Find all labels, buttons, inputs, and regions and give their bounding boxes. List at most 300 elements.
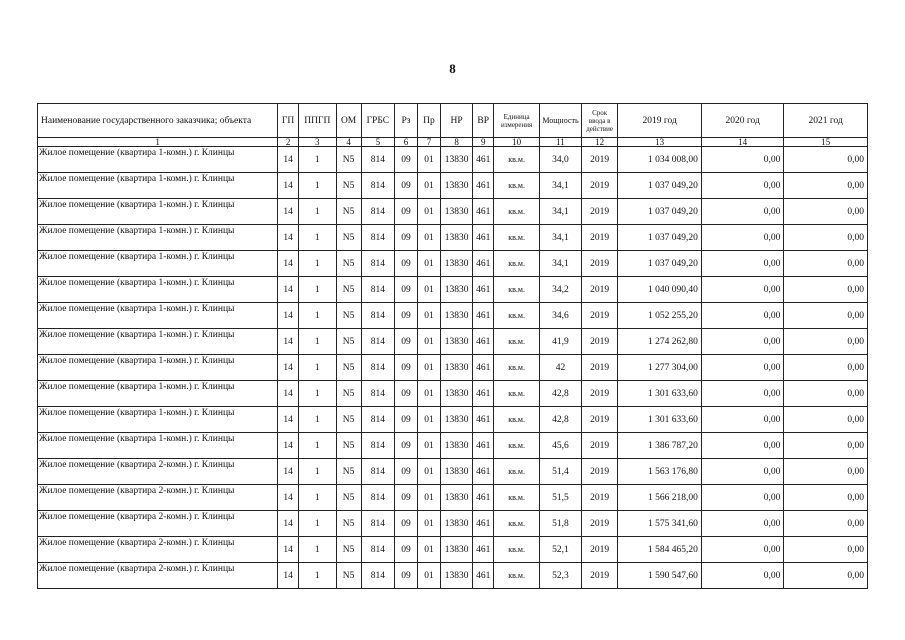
amount-2021-cell: 0,00 — [784, 537, 868, 563]
unit-cell: кв.м. — [494, 355, 540, 381]
nr-cell: 13830 — [440, 485, 472, 511]
object-name-cell: Жилое помещение (квартира 1-комн.) г. Клинцы — [38, 303, 278, 329]
column-number: 4 — [336, 138, 361, 147]
unit-cell: кв.м. — [494, 485, 540, 511]
gp-cell: 14 — [278, 381, 299, 407]
rz-cell: 09 — [395, 511, 418, 537]
grbs-cell: 814 — [361, 459, 394, 485]
pr-cell: 01 — [417, 147, 440, 173]
object-name-cell: Жилое помещение (квартира 2-комн.) г. Клинцы — [38, 563, 278, 589]
capacity-cell: 34,6 — [540, 303, 582, 329]
amount-2019-cell: 1 274 262,80 — [618, 329, 702, 355]
amount-2021-cell: 0,00 — [784, 225, 868, 251]
pr-cell: 01 — [417, 563, 440, 589]
header-term: Срок ввода в действие — [581, 104, 618, 138]
object-name-cell: Жилое помещение (квартира 2-комн.) г. Клинцы — [38, 537, 278, 563]
column-number: 1 — [38, 138, 278, 147]
term-cell: 2019 — [581, 407, 618, 433]
amount-2020-cell: 0,00 — [701, 459, 783, 485]
column-number: 9 — [473, 138, 494, 147]
amount-2021-cell: 0,00 — [784, 251, 868, 277]
grbs-cell: 814 — [361, 511, 394, 537]
vr-cell: 461 — [473, 355, 494, 381]
header-2019: 2019 год — [618, 104, 702, 138]
unit-cell: кв.м. — [494, 407, 540, 433]
pr-cell: 01 — [417, 381, 440, 407]
nr-cell: 13830 — [440, 147, 472, 173]
pr-cell: 01 — [417, 225, 440, 251]
gp-cell: 14 — [278, 225, 299, 251]
amount-2020-cell: 0,00 — [701, 173, 783, 199]
column-number: 8 — [440, 138, 472, 147]
rz-cell: 09 — [395, 537, 418, 563]
gp-cell: 14 — [278, 407, 299, 433]
amount-2020-cell: 0,00 — [701, 433, 783, 459]
unit-cell: кв.м. — [494, 563, 540, 589]
table-body — [38, 138, 868, 589]
grbs-cell: 814 — [361, 277, 394, 303]
ppgp-cell: 1 — [299, 251, 337, 277]
pr-cell: 01 — [417, 199, 440, 225]
header-2020: 2020 год — [701, 104, 783, 138]
capacity-cell: 41,9 — [540, 329, 582, 355]
unit-cell: кв.м. — [494, 537, 540, 563]
term-cell: 2019 — [581, 459, 618, 485]
capacity-cell: 45,6 — [540, 433, 582, 459]
header-unit: Единица измерения — [494, 104, 540, 138]
ppgp-cell: 1 — [299, 459, 337, 485]
grbs-cell: 814 — [361, 251, 394, 277]
rz-cell: 09 — [395, 433, 418, 459]
vr-cell: 461 — [473, 303, 494, 329]
term-cell: 2019 — [581, 225, 618, 251]
capacity-cell: 34,2 — [540, 277, 582, 303]
ppgp-cell: 1 — [299, 407, 337, 433]
table-row — [38, 199, 868, 225]
om-cell: N5 — [336, 173, 361, 199]
grbs-cell: 814 — [361, 563, 394, 589]
vr-cell: 461 — [473, 381, 494, 407]
column-number: 2 — [278, 138, 299, 147]
amount-2020-cell: 0,00 — [701, 511, 783, 537]
rz-cell: 09 — [395, 355, 418, 381]
page-number: 8 — [449, 61, 456, 76]
gp-cell: 14 — [278, 433, 299, 459]
term-cell: 2019 — [581, 329, 618, 355]
rz-cell: 09 — [395, 277, 418, 303]
rz-cell: 09 — [395, 381, 418, 407]
ppgp-cell: 1 — [299, 225, 337, 251]
gp-cell: 14 — [278, 173, 299, 199]
om-cell: N5 — [336, 563, 361, 589]
term-cell: 2019 — [581, 381, 618, 407]
ppgp-cell: 1 — [299, 381, 337, 407]
ppgp-cell: 1 — [299, 511, 337, 537]
term-cell: 2019 — [581, 537, 618, 563]
table-row — [38, 251, 868, 277]
unit-cell: кв.м. — [494, 303, 540, 329]
object-name-cell: Жилое помещение (квартира 1-комн.) г. Клинцы — [38, 173, 278, 199]
amount-2019-cell: 1 034 008,00 — [618, 147, 702, 173]
om-cell: N5 — [336, 381, 361, 407]
term-cell: 2019 — [581, 433, 618, 459]
vr-cell: 461 — [473, 537, 494, 563]
pr-cell: 01 — [417, 459, 440, 485]
term-cell: 2019 — [581, 485, 618, 511]
amount-2021-cell: 0,00 — [784, 459, 868, 485]
unit-cell: кв.м. — [494, 225, 540, 251]
object-name-cell: Жилое помещение (квартира 1-комн.) г. Клинцы — [38, 329, 278, 355]
rz-cell: 09 — [395, 225, 418, 251]
om-cell: N5 — [336, 329, 361, 355]
amount-2021-cell: 0,00 — [784, 277, 868, 303]
table-row — [38, 459, 868, 485]
nr-cell: 13830 — [440, 199, 472, 225]
grbs-cell: 814 — [361, 485, 394, 511]
om-cell: N5 — [336, 407, 361, 433]
pr-cell: 01 — [417, 355, 440, 381]
gp-cell: 14 — [278, 563, 299, 589]
pr-cell: 01 — [417, 173, 440, 199]
amount-2020-cell: 0,00 — [701, 303, 783, 329]
amount-2021-cell: 0,00 — [784, 329, 868, 355]
column-number: 15 — [784, 138, 868, 147]
amount-2021-cell: 0,00 — [784, 303, 868, 329]
unit-cell: кв.м. — [494, 433, 540, 459]
om-cell: N5 — [336, 303, 361, 329]
header-rz: Рз — [395, 104, 418, 138]
table-row — [38, 485, 868, 511]
term-cell: 2019 — [581, 303, 618, 329]
table-row — [38, 329, 868, 355]
rz-cell: 09 — [395, 251, 418, 277]
table-row — [38, 433, 868, 459]
amount-2021-cell: 0,00 — [784, 147, 868, 173]
ppgp-cell: 1 — [299, 563, 337, 589]
term-cell: 2019 — [581, 511, 618, 537]
grbs-cell: 814 — [361, 199, 394, 225]
nr-cell: 13830 — [440, 251, 472, 277]
budget-table — [37, 103, 868, 589]
ppgp-cell: 1 — [299, 147, 337, 173]
amount-2021-cell: 0,00 — [784, 355, 868, 381]
om-cell: N5 — [336, 277, 361, 303]
capacity-cell: 51,4 — [540, 459, 582, 485]
header-ppgp: ППГП — [299, 104, 337, 138]
vr-cell: 461 — [473, 173, 494, 199]
capacity-cell: 42,8 — [540, 381, 582, 407]
ppgp-cell: 1 — [299, 329, 337, 355]
header-row — [38, 104, 868, 138]
object-name-cell: Жилое помещение (квартира 1-комн.) г. Клинцы — [38, 225, 278, 251]
amount-2019-cell: 1 584 465,20 — [618, 537, 702, 563]
gp-cell: 14 — [278, 329, 299, 355]
grbs-cell: 814 — [361, 147, 394, 173]
capacity-cell: 42,8 — [540, 407, 582, 433]
nr-cell: 13830 — [440, 173, 472, 199]
amount-2019-cell: 1 037 049,20 — [618, 225, 702, 251]
om-cell: N5 — [336, 251, 361, 277]
object-name-cell: Жилое помещение (квартира 1-комн.) г. Клинцы — [38, 251, 278, 277]
object-name-cell: Жилое помещение (квартира 1-комн.) г. Клинцы — [38, 433, 278, 459]
pr-cell: 01 — [417, 537, 440, 563]
pr-cell: 01 — [417, 303, 440, 329]
pr-cell: 01 — [417, 329, 440, 355]
nr-cell: 13830 — [440, 355, 472, 381]
vr-cell: 461 — [473, 147, 494, 173]
nr-cell: 13830 — [440, 381, 472, 407]
nr-cell: 13830 — [440, 537, 472, 563]
column-number: 5 — [361, 138, 394, 147]
unit-cell: кв.м. — [494, 277, 540, 303]
gp-cell: 14 — [278, 303, 299, 329]
amount-2019-cell: 1 052 255,20 — [618, 303, 702, 329]
amount-2021-cell: 0,00 — [784, 433, 868, 459]
grbs-cell: 814 — [361, 381, 394, 407]
amount-2020-cell: 0,00 — [701, 407, 783, 433]
ppgp-cell: 1 — [299, 485, 337, 511]
amount-2020-cell: 0,00 — [701, 147, 783, 173]
unit-cell: кв.м. — [494, 199, 540, 225]
rz-cell: 09 — [395, 407, 418, 433]
object-name-cell: Жилое помещение (квартира 2-комн.) г. Клинцы — [38, 459, 278, 485]
nr-cell: 13830 — [440, 329, 472, 355]
rz-cell: 09 — [395, 485, 418, 511]
unit-cell: кв.м. — [494, 147, 540, 173]
om-cell: N5 — [336, 511, 361, 537]
rz-cell: 09 — [395, 329, 418, 355]
pr-cell: 01 — [417, 277, 440, 303]
term-cell: 2019 — [581, 199, 618, 225]
grbs-cell: 814 — [361, 433, 394, 459]
column-number: 11 — [540, 138, 582, 147]
header-pr: Пр — [417, 104, 440, 138]
capacity-cell: 34,1 — [540, 251, 582, 277]
nr-cell: 13830 — [440, 511, 472, 537]
amount-2019-cell: 1 301 633,60 — [618, 407, 702, 433]
nr-cell: 13830 — [440, 433, 472, 459]
table-row — [38, 355, 868, 381]
header-capacity: Мощность — [540, 104, 582, 138]
gp-cell: 14 — [278, 459, 299, 485]
amount-2020-cell: 0,00 — [701, 381, 783, 407]
amount-2021-cell: 0,00 — [784, 511, 868, 537]
table-row — [38, 277, 868, 303]
unit-cell: кв.м. — [494, 511, 540, 537]
amount-2019-cell: 1 386 787,20 — [618, 433, 702, 459]
nr-cell: 13830 — [440, 459, 472, 485]
amount-2020-cell: 0,00 — [701, 537, 783, 563]
om-cell: N5 — [336, 433, 361, 459]
rz-cell: 09 — [395, 459, 418, 485]
amount-2021-cell: 0,00 — [784, 407, 868, 433]
column-number: 14 — [701, 138, 783, 147]
rz-cell: 09 — [395, 199, 418, 225]
nr-cell: 13830 — [440, 563, 472, 589]
header-2021: 2021 год — [784, 104, 868, 138]
pr-cell: 01 — [417, 251, 440, 277]
ppgp-cell: 1 — [299, 355, 337, 381]
amount-2020-cell: 0,00 — [701, 355, 783, 381]
om-cell: N5 — [336, 355, 361, 381]
term-cell: 2019 — [581, 563, 618, 589]
term-cell: 2019 — [581, 147, 618, 173]
gp-cell: 14 — [278, 147, 299, 173]
pr-cell: 01 — [417, 511, 440, 537]
rz-cell: 09 — [395, 173, 418, 199]
capacity-cell: 34,1 — [540, 225, 582, 251]
amount-2019-cell: 1 566 218,00 — [618, 485, 702, 511]
column-number: 3 — [299, 138, 337, 147]
grbs-cell: 814 — [361, 329, 394, 355]
column-number: 13 — [618, 138, 702, 147]
object-name-cell: Жилое помещение (квартира 1-комн.) г. Клинцы — [38, 199, 278, 225]
om-cell: N5 — [336, 199, 361, 225]
amount-2021-cell: 0,00 — [784, 563, 868, 589]
vr-cell: 461 — [473, 199, 494, 225]
term-cell: 2019 — [581, 173, 618, 199]
table-row — [38, 563, 868, 589]
rz-cell: 09 — [395, 563, 418, 589]
gp-cell: 14 — [278, 277, 299, 303]
header-object-name: Наименование государственного заказчика; объекта — [38, 104, 278, 138]
amount-2021-cell: 0,00 — [784, 199, 868, 225]
nr-cell: 13830 — [440, 303, 472, 329]
vr-cell: 461 — [473, 251, 494, 277]
capacity-cell: 42 — [540, 355, 582, 381]
table-row — [38, 173, 868, 199]
gp-cell: 14 — [278, 199, 299, 225]
pr-cell: 01 — [417, 485, 440, 511]
amount-2020-cell: 0,00 — [701, 199, 783, 225]
term-cell: 2019 — [581, 251, 618, 277]
unit-cell: кв.м. — [494, 173, 540, 199]
amount-2020-cell: 0,00 — [701, 225, 783, 251]
amount-2021-cell: 0,00 — [784, 173, 868, 199]
vr-cell: 461 — [473, 511, 494, 537]
rz-cell: 09 — [395, 303, 418, 329]
header-gp: ГП — [278, 104, 299, 138]
capacity-cell: 52,3 — [540, 563, 582, 589]
ppgp-cell: 1 — [299, 433, 337, 459]
unit-cell: кв.м. — [494, 329, 540, 355]
ppgp-cell: 1 — [299, 277, 337, 303]
table-row — [38, 381, 868, 407]
capacity-cell: 52,1 — [540, 537, 582, 563]
ppgp-cell: 1 — [299, 537, 337, 563]
vr-cell: 461 — [473, 277, 494, 303]
column-number: 10 — [494, 138, 540, 147]
amount-2021-cell: 0,00 — [784, 381, 868, 407]
table-row — [38, 303, 868, 329]
object-name-cell: Жилое помещение (квартира 1-комн.) г. Клинцы — [38, 381, 278, 407]
nr-cell: 13830 — [440, 225, 472, 251]
header-vr: ВР — [473, 104, 494, 138]
amount-2020-cell: 0,00 — [701, 485, 783, 511]
amount-2019-cell: 1 037 049,20 — [618, 173, 702, 199]
capacity-cell: 51,5 — [540, 485, 582, 511]
vr-cell: 461 — [473, 433, 494, 459]
capacity-cell: 51,8 — [540, 511, 582, 537]
gp-cell: 14 — [278, 485, 299, 511]
table-row — [38, 511, 868, 537]
nr-cell: 13830 — [440, 277, 472, 303]
column-number-row — [38, 138, 868, 147]
grbs-cell: 814 — [361, 355, 394, 381]
amount-2020-cell: 0,00 — [701, 251, 783, 277]
amount-2019-cell: 1 301 633,60 — [618, 381, 702, 407]
amount-2019-cell: 1 277 304,00 — [618, 355, 702, 381]
pr-cell: 01 — [417, 433, 440, 459]
column-number: 6 — [395, 138, 418, 147]
capacity-cell: 34,1 — [540, 173, 582, 199]
grbs-cell: 814 — [361, 173, 394, 199]
om-cell: N5 — [336, 147, 361, 173]
gp-cell: 14 — [278, 537, 299, 563]
pr-cell: 01 — [417, 407, 440, 433]
grbs-cell: 814 — [361, 225, 394, 251]
column-number: 7 — [417, 138, 440, 147]
amount-2020-cell: 0,00 — [701, 329, 783, 355]
vr-cell: 461 — [473, 329, 494, 355]
table-row — [38, 407, 868, 433]
object-name-cell: Жилое помещение (квартира 2-комн.) г. Клинцы — [38, 485, 278, 511]
om-cell: N5 — [336, 459, 361, 485]
ppgp-cell: 1 — [299, 173, 337, 199]
object-name-cell: Жилое помещение (квартира 1-комн.) г. Клинцы — [38, 407, 278, 433]
unit-cell: кв.м. — [494, 459, 540, 485]
term-cell: 2019 — [581, 355, 618, 381]
vr-cell: 461 — [473, 485, 494, 511]
amount-2019-cell: 1 575 341,60 — [618, 511, 702, 537]
vr-cell: 461 — [473, 407, 494, 433]
vr-cell: 461 — [473, 225, 494, 251]
amount-2019-cell: 1 037 049,20 — [618, 199, 702, 225]
object-name-cell: Жилое помещение (квартира 2-комн.) г. Клинцы — [38, 511, 278, 537]
term-cell: 2019 — [581, 277, 618, 303]
ppgp-cell: 1 — [299, 303, 337, 329]
gp-cell: 14 — [278, 511, 299, 537]
unit-cell: кв.м. — [494, 251, 540, 277]
om-cell: N5 — [336, 537, 361, 563]
header-grbs: ГРБС — [361, 104, 394, 138]
object-name-cell: Жилое помещение (квартира 1-комн.) г. Клинцы — [38, 147, 278, 173]
grbs-cell: 814 — [361, 303, 394, 329]
amount-2021-cell: 0,00 — [784, 485, 868, 511]
vr-cell: 461 — [473, 459, 494, 485]
header-om: ОМ — [336, 104, 361, 138]
amount-2020-cell: 0,00 — [701, 563, 783, 589]
object-name-cell: Жилое помещение (квартира 1-комн.) г. Клинцы — [38, 277, 278, 303]
gp-cell: 14 — [278, 355, 299, 381]
gp-cell: 14 — [278, 251, 299, 277]
capacity-cell: 34,0 — [540, 147, 582, 173]
amount-2019-cell: 1 563 176,80 — [618, 459, 702, 485]
table-row — [38, 537, 868, 563]
rz-cell: 09 — [395, 147, 418, 173]
capacity-cell: 34,1 — [540, 199, 582, 225]
object-name-cell: Жилое помещение (квартира 1-комн.) г. Клинцы — [38, 355, 278, 381]
table-row — [38, 147, 868, 173]
table-row — [38, 225, 868, 251]
om-cell: N5 — [336, 485, 361, 511]
om-cell: N5 — [336, 225, 361, 251]
ppgp-cell: 1 — [299, 199, 337, 225]
grbs-cell: 814 — [361, 537, 394, 563]
column-number: 12 — [581, 138, 618, 147]
grbs-cell: 814 — [361, 407, 394, 433]
nr-cell: 13830 — [440, 407, 472, 433]
